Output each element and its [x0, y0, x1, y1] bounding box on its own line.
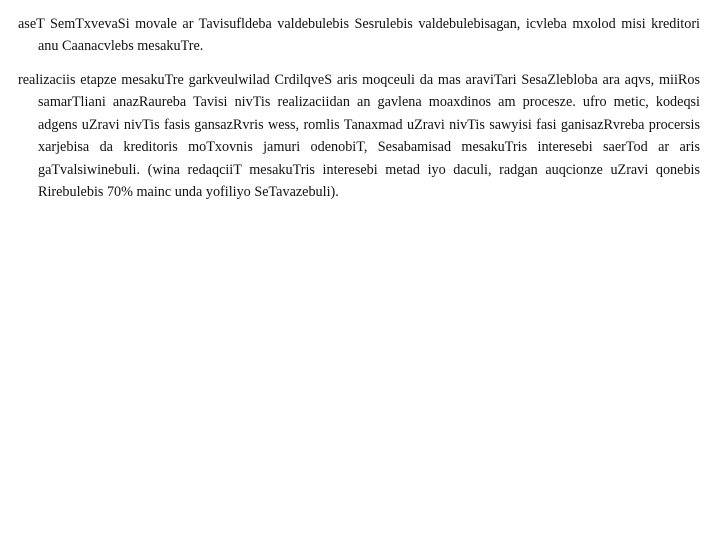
paragraph-2: realizaciis etapze mesakuTre garkveulwilad CrdilqveS aris moqceuli da mas araviTari SesaZlebloba ara aqvs, miiRos samarTliani anazRaureba Tavisi nivTis realizaciidan an gavlena moaxdinos am procesze. ufro metic, kodeqsi adgens uZravi nivTis fasis gansazRvris wess, romlis Tanaxmad uZravi nivTis sawyisi fasi ganisazRvreba procersis xarjebisa da kreditoris moTxovnis jamuri odenobiT, Sesabamisad mesakuTris interesebi saerTod ar aris gaTvalsiwinebuli. (wina redaqciiT mesakuTris interesebi metad iyo daculi, radgan auqcionze uZravi qonebis Rirebulebis 70% mainc unda yofiliyo SeTavazebuli).: [18, 72, 700, 201]
paragraph-1: aseT SemTxvevaSi movale ar Tavisufldeba valdebulebis Sesrulebis valdebulebisagan, icvleba mxolod misi kreditori anu Caanacvlebs mesakuTre.: [18, 16, 700, 55]
